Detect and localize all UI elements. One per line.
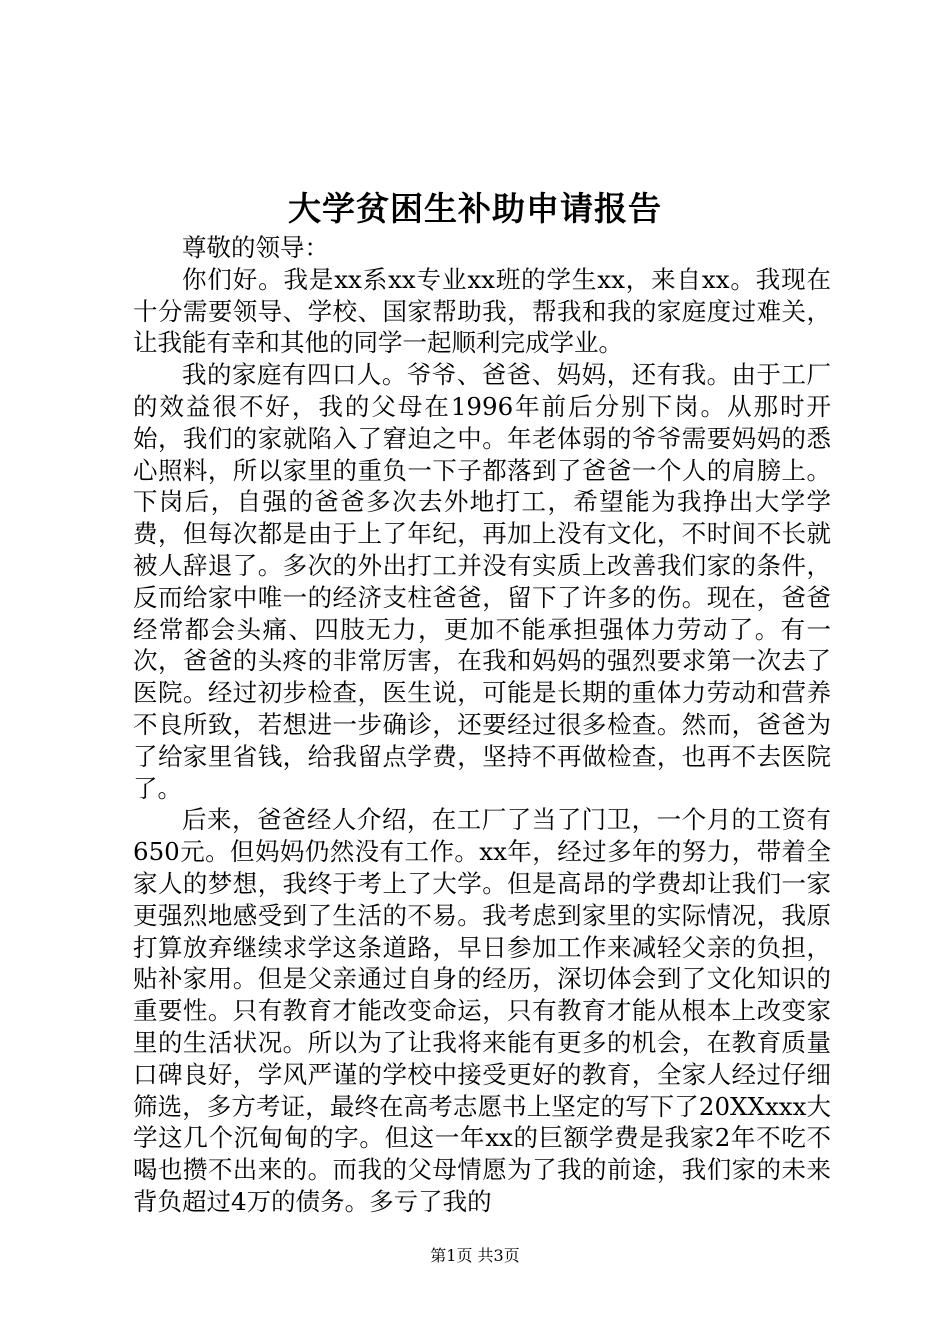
page-footer (0, 1245, 950, 1267)
document-title: 大学贫困生补助申请报告 (288, 189, 662, 228)
body-paragraph: 我的家庭有四口人。爷爷、爸爸、妈妈，还有我。由于工厂的效益很不好，我的父母在1996年前后分别下岗。从那时开始，我们的家就陷入了窘迫之中。年老体弱的爷爷需要妈妈的悉心照料，所以家里的重负一下子都落到了爸爸一个人的肩膀上。下岗后，自强的爸爸多次去外地打工，希望能为我挣出大学学费，但每次都是由于上了年纪，再加上没有文化，不时间不长就被人辞退了。多次的外出打工并没有实质上改善我们家的条件，反而给家中唯一的经济支柱爸爸，留下了许多的伤。现在，爸爸经常都会头痛、四肢无力，更加不能承担强体力劳动了。有一次，爸爸的头疼的非常厉害，在我和妈妈的强烈要求第一次去了医院。经过初步检查，医生说，可能是长期的重体力劳动和营养不良所致，若想进一步确诊，还要经过很多检查。然而，爸爸为了给家里省钱，给我留点学费，坚持不再做检查，也再不去医院了。 (133, 360, 831, 803)
document-body (133, 232, 831, 1218)
body-paragraph: 后来，爸爸经人介绍，在工厂了当了门卫，一个月的工资有650元。但妈妈仍然没有工作。xx年，经过多年的努力，带着全家人的梦想，我终于考上了大学。但是高昂的学费却让我们一家更强烈地感受到了生活的不易。我考虑到家里的实际情况，我原打算放弃继续求学这条道路，早日参加工作来减轻父亲的负担，贴补家用。但是父亲通过自身的经历，深切体会到了文化知识的重要性。只有教育才能改变命运，只有教育才能从根本上改变家里的生活状况。所以为了让我将来能有更多的机会，在教育质量口碑良好，学风严谨的学校中接受更好的教育，全家人经过仔细筛选，多方考证，最终在高考志愿书上坚定的写下了20XXxxx大学这几个沉甸甸的字。但这一年xx的巨额学费是我家2年不吃不喝也攒不出来的。而我的父母情愿为了我的前途，我们家的未来背负超过4万的债务。多亏了我的 (133, 805, 831, 1216)
greeting-line: 尊敬的领导： (182, 233, 329, 262)
page-number: 第1页 共3页 (430, 1246, 520, 1265)
body-paragraph: 你们好。我是xx系xx专业xx班的学生xx，来自xx。我现在十分需要领导、学校、国家帮助我，帮我和我的家庭度过难关，让我能有幸和其他的同学一起顺利完成学业。 (133, 264, 831, 358)
